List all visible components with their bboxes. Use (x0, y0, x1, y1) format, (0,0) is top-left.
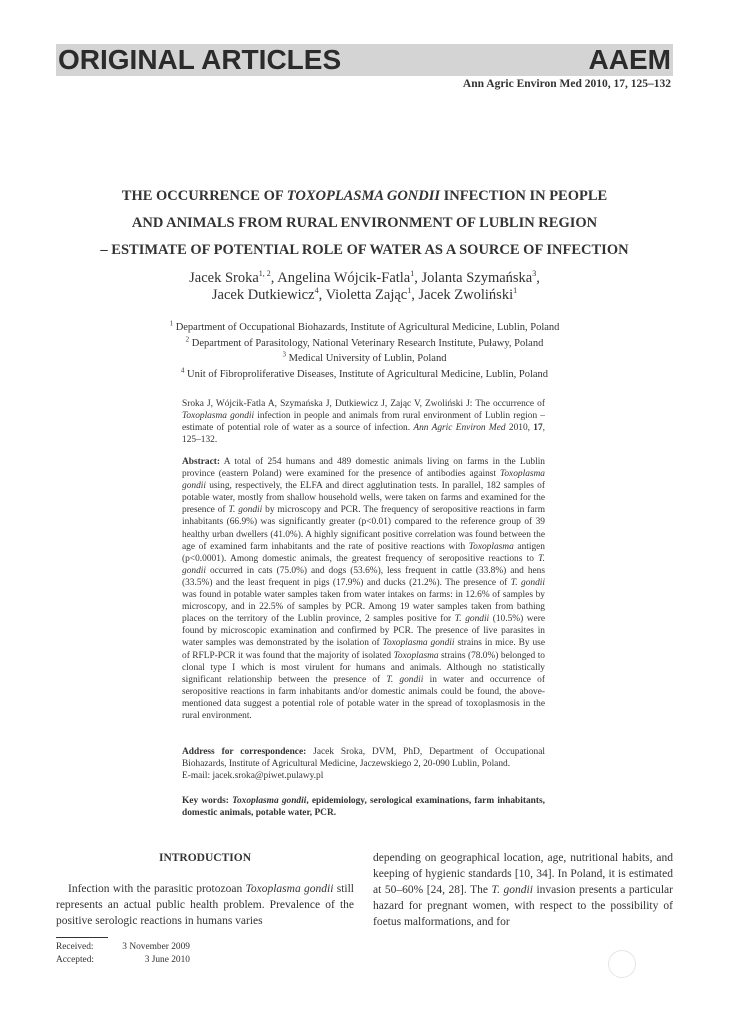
affiliation-number: 4 (180, 366, 185, 374)
footnote-divider (56, 937, 108, 938)
abstract-text: A total of 254 humans and 489 domestic animals living on farms in the Lublin province (eastern Poland) were examined for the presence of antibodies against (182, 457, 545, 480)
intro-text: invasion presents a particular hazard for pregnant women, with respect to the possibility of foetus malformations, and for (373, 884, 673, 928)
abstract-label: Abstract: (182, 457, 221, 467)
author-line-1 (56, 270, 673, 287)
affiliation-text: Department of Parasitology, National Veterinary Research Institute, Puławy, Poland (189, 337, 544, 349)
correspondence-label: Address for correspondence: (182, 747, 307, 757)
affiliation-list (56, 320, 673, 382)
author-affil-sup: 1, 2 (258, 269, 271, 279)
correspondence-text: Jacek Sroka, DVM, PhD, Department of Occupational Biohazards, Institute of Agricultural Medicine, Jaczewskiego 2, 20-090 Lublin, Poland. (182, 747, 545, 770)
received-label: Received: (56, 942, 94, 952)
abstract-text: occurred in cats (75.0%) and dogs (53.6%), less frequent in cattle (33.8%) and hens (33.5%) and the least frequent in pigs (17.9%) and ducks (21.2%). The presence of (182, 565, 545, 588)
title-line-1 (56, 183, 673, 210)
received-date (56, 941, 190, 954)
intro-text: still represents an actual public health problem. Prevalence of the positive serologic reactions in humans varies (56, 883, 354, 927)
author-sep: , (411, 287, 419, 303)
accepted-value: 3 June 2010 (144, 955, 190, 965)
author-name: Jacek Zwoliński (418, 287, 514, 303)
affiliation (56, 320, 673, 336)
keywords-label: Key words: (182, 796, 229, 806)
affiliation-number: 3 (282, 350, 287, 359)
abstract-italic: Toxoplasma gondii (382, 638, 455, 649)
abstract-italic: Toxoplasma (393, 650, 439, 661)
affiliation-text: Unit of Fibroproliferative Diseases, Institute of Agricultural Medicine, Lublin, Poland (184, 368, 549, 380)
abstract-text: strains in mice. By use of RFLP-PCR it was found that the majority of isolated (182, 638, 545, 661)
abstract-text: was found in potable water samples taken from water intakes on farms: in 12.6% of samples by microscopy, and in 22.5% of samples by PCR. Among 19 water samples taken from bathing places on the territory of the Lublin province, 2 samples positive for (182, 590, 545, 625)
affiliation-number: 1 (169, 319, 174, 328)
article-title (56, 183, 673, 264)
author-affil-sup: 4 (314, 286, 319, 296)
title-line-1-end: INFECTION IN PEOPLE (440, 188, 608, 204)
author-affil-sup: 1 (410, 269, 415, 279)
abstract-text: strains (78.0%) belonged to clonal type I which is most virulent for humans and animals. Although no statistically significant relationship between the presence of (182, 650, 545, 685)
abstract-italic: T. gondii (182, 553, 545, 576)
abstract-italic: Toxoplasma (468, 541, 514, 552)
keywords-text: , epidemiology, serological examinations, farm inhabitants, domestic animals, potable water, PCR. (182, 796, 546, 819)
watermark-icon (608, 950, 636, 978)
affiliation-text: Department of Occupational Biohazards, Institute of Agricultural Medicine, Lublin, Poland (173, 322, 560, 333)
intro-text: depending on geographical location, age, nutritional habits, and keeping of hygienic standards [10, 34]. In Poland, it is estimated at 50–60% [24, 28]. The (373, 852, 673, 896)
author-affil-sup: 1 (407, 286, 412, 296)
correspondence-email[interactable]: E-mail: jacek.sroka@piwet.pulawy.pl (182, 771, 324, 782)
abstract-block (182, 456, 545, 722)
citation-text: Sroka J, Wójcik-Fatla A, Szymańska J, Dutkiewicz J, Zając V, Zwoliński J: The occurrence of (182, 399, 545, 409)
abstract-italic: T. gondii (510, 577, 545, 588)
received-value: 3 November 2009 (122, 942, 190, 952)
abstract-text: in water and occurrence of seropositive reactions in farm inhabitants and/or domestic animals could be found, the above-mentioned data suggest a potential role of potable water in the spread of toxoplasmosis in the rural environment. (182, 674, 545, 721)
title-line-1-start: THE OCCURRENCE OF (121, 188, 287, 204)
author-sep: , (318, 287, 326, 303)
affiliation (56, 351, 673, 367)
intro-text: Infection with the parasitic protozoan (68, 883, 246, 895)
title-line-2: AND ANIMALS FROM RURAL ENVIRONMENT OF LUBLIN REGION (131, 215, 598, 231)
introduction-heading: INTRODUCTION (158, 852, 251, 864)
author-sep: , (270, 270, 278, 286)
abstract-italic: Toxoplasma gondii (182, 469, 545, 492)
author-name: Angelina Wójcik-Fatla (277, 270, 411, 286)
citation-volume: 17 (533, 423, 543, 434)
title-line-1-organism: TOXOPLASMA GONDII (286, 188, 441, 204)
citation-text: infection in people and animals from rural environment of Lublin region – estimate of potential role of water as a source of infection. (182, 411, 545, 434)
affiliation (56, 367, 673, 383)
accepted-label: Accepted: (56, 955, 94, 965)
citation-block (182, 398, 545, 446)
accepted-date (56, 954, 190, 967)
section-banner (56, 44, 673, 76)
abstract-italic: T. gondii (386, 674, 424, 685)
journal-reference: Ann Agric Environ Med 2010, 17, 125–132 (462, 78, 671, 90)
author-affil-sup: 3 (532, 269, 537, 279)
citation-text: 2010, (505, 423, 534, 434)
author-sep: , (414, 270, 422, 286)
author-sep: , (536, 270, 540, 286)
affiliation-number: 2 (185, 335, 190, 343)
abstract-text: (10.5%) were found by microscopic examination and confirmed by PCR. The presence of live parasites in water samples was demonstrated by the isolation of (182, 614, 545, 649)
keywords-organism: Toxoplasma gondii (232, 796, 307, 806)
author-name: Jolanta Szymańska (421, 270, 533, 286)
author-line-2 (56, 287, 673, 304)
intro-italic: Toxoplasma gondii (245, 883, 334, 895)
intro-italic: T. gondii (491, 884, 533, 896)
citation-organism: Toxoplasma gondii (182, 411, 255, 422)
submission-dates (56, 941, 190, 967)
author-affil-sup: 1 (513, 286, 518, 296)
title-line-3: – ESTIMATE OF POTENTIAL ROLE OF WATER AS A SOURCE OF INFECTION (100, 242, 629, 258)
abstract-text: using, respectively, the ELFA and direct agglutination tests. In parallel, 182 samples of potable water, mostly from shallow household wells, were taken on farms and examined for the presence of (182, 481, 545, 516)
author-name: Jacek Dutkiewicz (211, 287, 315, 303)
affiliation (56, 336, 673, 352)
introduction-left-column (56, 881, 354, 929)
citation-pages: , 125–132. (182, 423, 546, 446)
author-list (56, 270, 673, 304)
abstract-text: antigen (p<0.0001). Among domestic animals, the greatest frequency of seropositive reactions to (182, 541, 545, 564)
abstract-italic: T. gondii (228, 505, 263, 516)
affiliation-text: Medical University of Lublin, Poland (286, 353, 447, 364)
keywords-block (182, 795, 545, 819)
author-name: Violetta Zając (325, 287, 408, 303)
correspondence-block (182, 746, 545, 782)
citation-journal: Ann Agric Environ Med (413, 423, 506, 434)
section-title: ORIGINAL ARTICLES (58, 44, 342, 75)
abstract-italic: T. gondii (454, 614, 490, 625)
introduction-right-column (373, 850, 673, 930)
author-name: Jacek Sroka (189, 270, 259, 286)
journal-abbrev: AAEM (588, 44, 671, 75)
abstract-text: by microscopy and PCR. The frequency of seropositive reactions in farm inhabitants (66.9%) was significantly greater (p<0.01) compared to the reference group of 39 healthy urban dwellers (41.0%). A highly significant positive correlation was found between the age of examined farm inhabitants and the rate of positive reactions with (182, 505, 545, 552)
